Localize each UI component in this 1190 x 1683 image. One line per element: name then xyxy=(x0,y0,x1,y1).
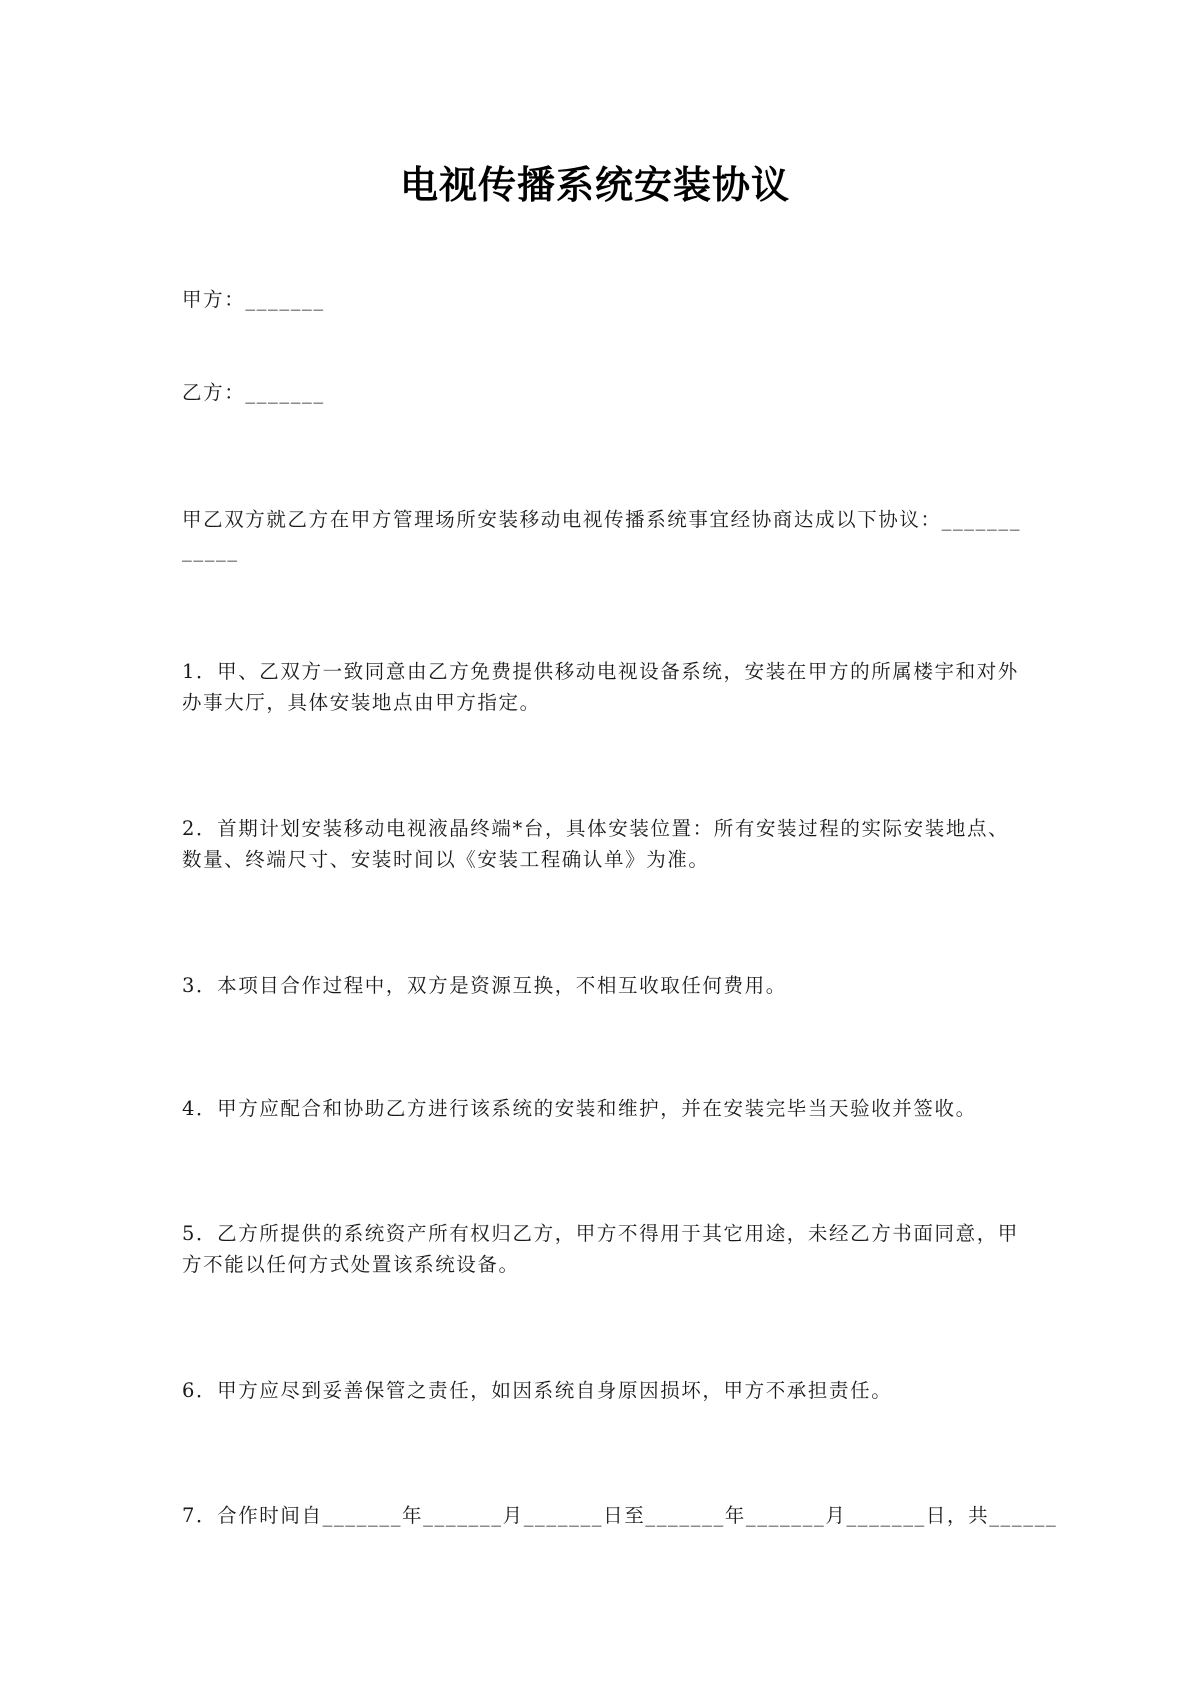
clause-7 xyxy=(182,1500,1058,1531)
clause-2 xyxy=(182,813,1016,875)
clause-1-line-1: 1．甲、乙双方一致同意由乙方免费提供移动电视设备系统，安装在甲方的所属楼宇和对外 xyxy=(182,660,1019,683)
clause-6 xyxy=(182,1375,1016,1406)
party-a-blank: _______ xyxy=(245,288,325,311)
clause-6-line-1: 6．甲方应尽到妥善保管之责任，如因系统自身原因损坏，甲方不承担责任。 xyxy=(182,1379,893,1402)
clause-5 xyxy=(182,1218,1019,1280)
party-a-line xyxy=(182,284,1016,315)
party-a-text xyxy=(182,284,1016,315)
preamble xyxy=(182,504,1022,566)
clause-5-line-1: 5．乙方所提供的系统资产所有权归乙方，甲方不得用于其它用途，未经乙方书面同意，甲 xyxy=(182,1222,1019,1245)
clause-2-line-1: 2．首期计划安装移动电视液晶终端*台，具体安装位置：所有安装过程的实际安装地点、 xyxy=(182,817,1010,840)
party-b-line xyxy=(182,377,1016,408)
clause-5-line-2: 方不能以任何方式处置该系统设备。 xyxy=(182,1253,520,1276)
party-a-label: 甲方： xyxy=(182,288,246,311)
clause-2-line-2: 数量、终端尺寸、安装时间以《安装工程确认单》为准。 xyxy=(182,848,710,871)
document-title: 电视传播系统安装协议 xyxy=(399,163,790,207)
clause-3 xyxy=(182,970,1016,1001)
clause-4-line-1: 4．甲方应配合和协助乙方进行该系统的安装和维护，并在安装完毕当天验收并签收。 xyxy=(182,1097,977,1120)
party-b-label: 乙方： xyxy=(182,381,246,404)
clause-7-line-1: 7．合作时间自_______年_______月_______日至_______年_______月_______日，共______ xyxy=(182,1504,1058,1527)
preamble-line-2: _____ xyxy=(182,539,239,562)
clause-1-line-2: 办事大厅，具体安装地点由甲方指定。 xyxy=(182,691,541,714)
party-b-text xyxy=(182,377,1016,408)
preamble-line-1: 甲乙双方就乙方在甲方管理场所安装移动电视传播系统事宜经协商达成以下协议：_______ xyxy=(182,508,1022,531)
clause-3-line-1: 3．本项目合作过程中，双方是资源互换，不相互收取任何费用。 xyxy=(182,974,787,997)
party-b-blank: _______ xyxy=(245,381,325,404)
clause-4 xyxy=(182,1093,1016,1124)
clause-1 xyxy=(182,656,1019,718)
